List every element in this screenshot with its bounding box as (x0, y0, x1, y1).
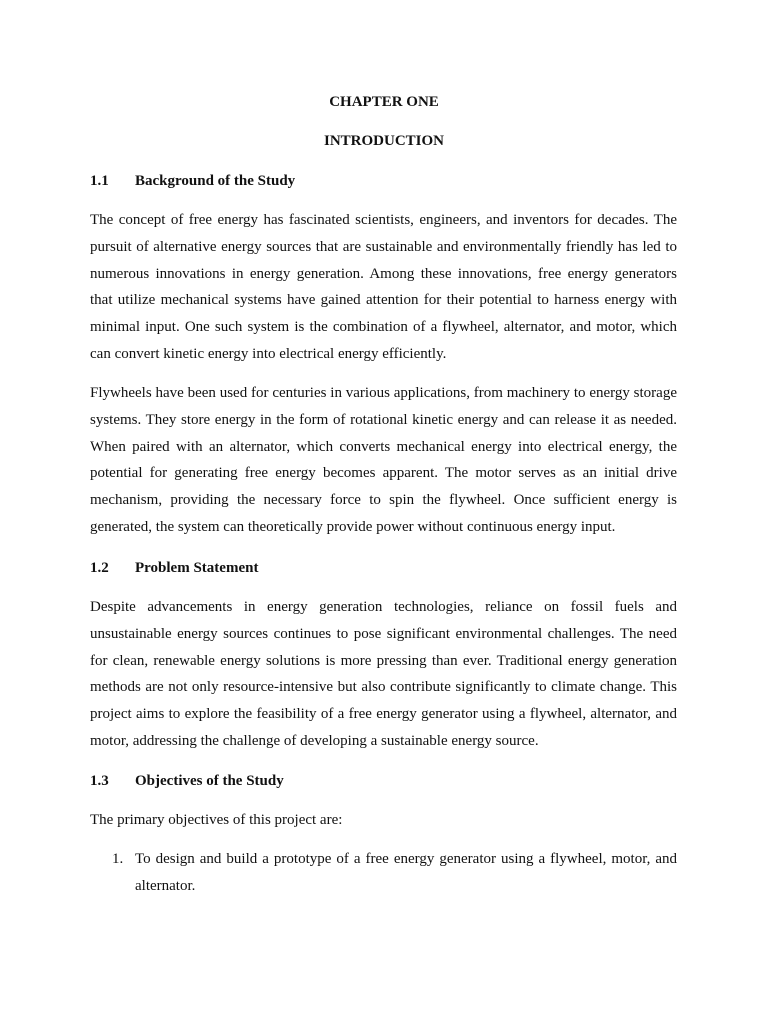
section-number: 1.2 (90, 560, 109, 576)
paragraph-objectives-intro: The primary objectives of this project are: (90, 812, 343, 828)
section-heading-1-2 (90, 558, 678, 578)
list-item-text: To design and build a prototype of a free energy generator using a flywheel, motor, and alternator. (135, 851, 677, 894)
objective-list-item (90, 846, 677, 900)
chapter-label: CHAPTER ONE (329, 94, 439, 110)
section-number: 1.1 (90, 173, 109, 189)
paragraph-background-1: The concept of free energy has fascinated scientists, engineers, and inventors for decades. The pursuit of alternative energy sources that are sustainable and environmentally friendly has led to numerous innovations in energy generation. Among these innovations, free energy generators that utilize mechanical systems have gained attention for their potential to harness energy with minimal input. One such system is the combination of a flywheel, alternator, and motor, which can convert kinetic energy into electrical energy efficiently. (90, 212, 677, 362)
section-number: 1.3 (90, 773, 109, 789)
chapter-title: INTRODUCTION (323, 133, 444, 149)
section-title: Problem Statement (135, 560, 259, 576)
section-heading-1-3 (90, 771, 678, 791)
list-marker: 1. (112, 851, 124, 867)
section-heading-1-1 (90, 171, 678, 191)
paragraph-background-2: Flywheels have been used for centuries in various applications, from machinery to energy storage systems. They store energy in the form of rotational kinetic energy and can release it as needed. When paired with an alternator, which converts mechanical energy into electrical energy, the potential for generating free energy becomes apparent. The motor serves as an initial drive mechanism, providing the necessary force to spin the flywheel. Once sufficient energy is generated, the system can theoretically provide power without continuous energy input. (90, 385, 677, 535)
section-title: Background of the Study (135, 173, 296, 189)
paragraph-problem-statement: Despite advancements in energy generation technologies, reliance on fossil fuels and unsustainable energy sources continues to pose significant environmental challenges. The need for clean, renewable energy solutions is more pressing than ever. Traditional energy generation methods are not only resource-intensive but also contribute significantly to climate change. This project aims to explore the feasibility of a free energy generator using a flywheel, alternator, and motor, addressing the challenge of developing a sustainable energy source. (90, 599, 677, 749)
section-title: Objectives of the Study (135, 773, 284, 789)
